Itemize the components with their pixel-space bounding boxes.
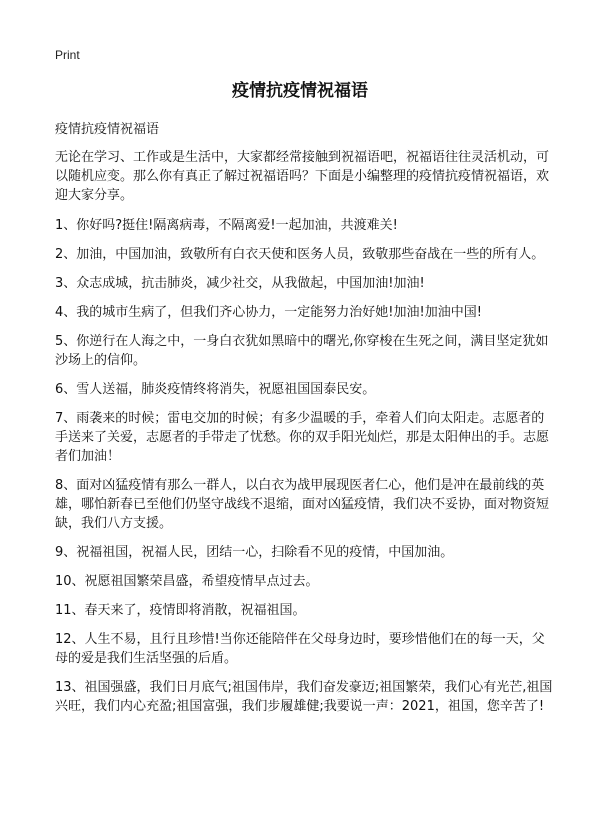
blessing-item-9: 9、祝福祖国，祝福人民，团结一心，扫除看不见的疫情，中国加油。 [55,545,454,560]
blessing-item-13: 13、祖国强盛，我们日月底气;祖国伟岸，我们奋发豪迈;祖国繁荣，我们心有光芒,祖国兴旺，我们内心充盈;祖国富强，我们步履雄健;我要说一声：2021，祖国，您辛苦了! [55,680,553,714]
blessing-item-2: 2、加油，中国加油，致敬所有白衣天使和医务人员，致敬那些奋战在一些的所有人。 [55,247,545,262]
intro-paragraph: 无论在学习、工作或是生活中，大家都经常接触到祝福语吧，祝福语往往灵活机动，可以随机应变。那么你有真正了解过祝福语吗？下面是小编整理的疫情抗疫情祝福语，欢迎大家分享。 [55,150,550,203]
blessing-item-7: 7、雨袭来的时候；雷电交加的时候；有多少温暖的手，牵着人们向太阳走。志愿者的手送来了关爱，志愿者的手带走了忧愁。你的双手阳光灿烂，那是太阳伸出的手。志愿者们加油！ [55,411,550,464]
blessing-item-6: 6、雪人送福，肺炎疫情终将消失，祝愿祖国国泰民安。 [55,382,376,397]
blessing-item-5: 5、你逆行在人海之中，一身白衣犹如黑暗中的曙光,你穿梭在生死之间，满目坚定犹如沙场上的信仰。 [55,334,549,368]
blessing-item-12: 12、人生不易，且行且珍惜!当你还能陪伴在父母身边时，要珍惜他们在的每一天，父母的爱是我们生活坚强的后盾。 [55,632,545,666]
document-title: 疫情抗疫情祝福语 [232,81,368,101]
blessing-item-11: 11、春天来了，疫情即将消散，祝福祖国。 [55,603,306,618]
blessing-item-1: 1、你好吗?挺住!隔离病毒，不隔离爱!一起加油，共渡难关! [55,218,398,233]
document-body [55,120,555,726]
blessing-item-3: 3、众志成城，抗击肺炎，减少社交，从我做起，中国加油!加油! [55,276,425,291]
blessing-item-10: 10、祝愿祖国繁荣昌盛，希望疫情早点过去。 [55,574,319,589]
print-link[interactable]: Print [55,48,80,62]
blessing-item-8: 8、面对凶猛疫情有那么一群人，以白衣为战甲展现医者仁心，他们是冲在最前线的英雄，哪怕新春已至他们仍坚守战线不退缩，面对凶猛疫情，我们决不妥协，面对物资短缺，我们八方支援。 [55,478,550,531]
document-subtitle: 疫情抗疫情祝福语 [55,122,160,137]
blessing-item-4: 4、我的城市生病了，但我们齐心协力，一定能努力治好她!加油!加油中国! [55,305,482,320]
